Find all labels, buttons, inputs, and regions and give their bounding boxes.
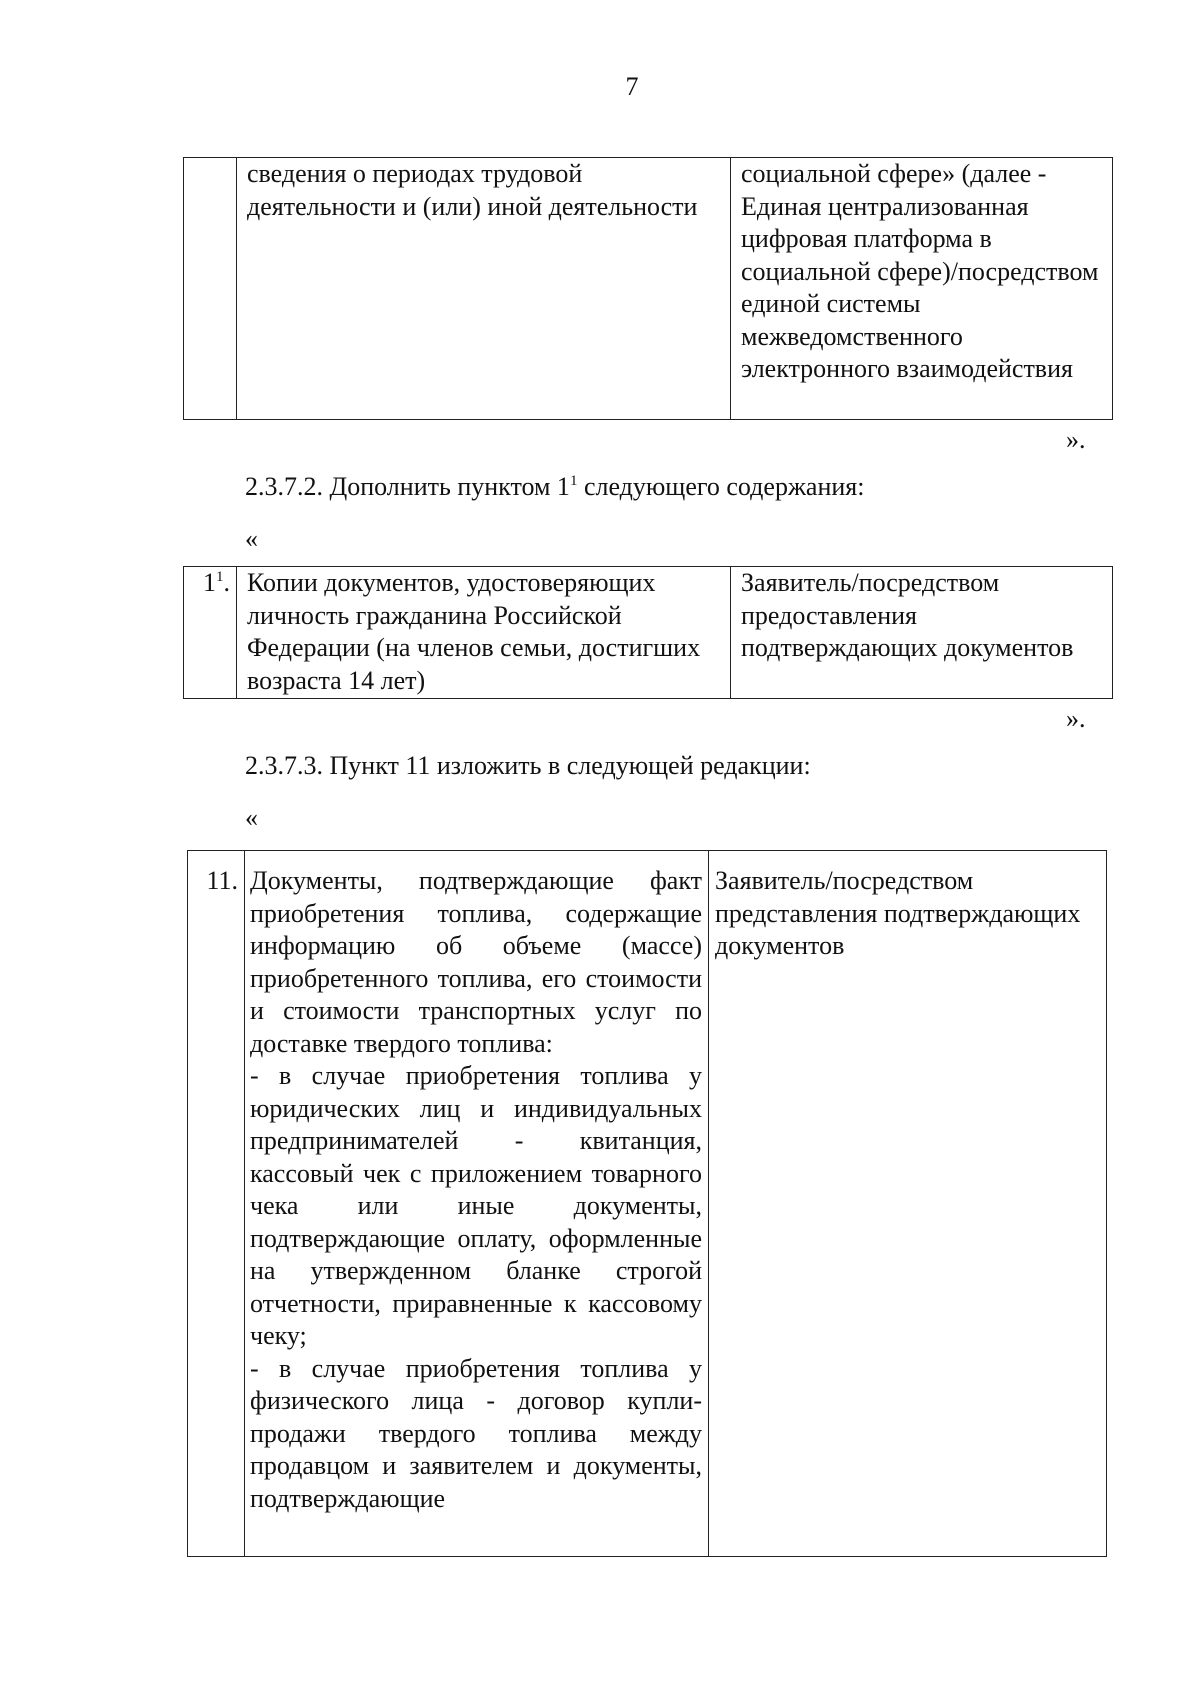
table-continuation bbox=[183, 157, 1113, 420]
closing-quote: ». bbox=[1066, 704, 1086, 733]
document-name-cell: сведения о периодах трудовой деятельности и (или) иной деятельности bbox=[237, 158, 731, 420]
opening-quote: « bbox=[245, 803, 258, 832]
heading-text-suffix: следующего содержания: bbox=[577, 472, 865, 501]
table-row bbox=[184, 158, 1113, 420]
source-cell: Заявитель/посредством предоставления подтверждающих документов bbox=[731, 567, 1113, 699]
table-item-1-1 bbox=[183, 566, 1113, 699]
source-cell: Заявитель/посредством представления подтверждающих документов bbox=[709, 851, 1107, 1557]
heading-text: 2.3.7.2. Дополнить пунктом 1 bbox=[245, 472, 570, 501]
row-number-cell bbox=[184, 158, 237, 420]
paragraph: - в случае приобретения топлива у физического лица - договор купли-продажи твердого топлива между продавцом и заявителем и документы, подтверждающие bbox=[250, 1353, 702, 1513]
row-number-cell: 11. bbox=[188, 851, 245, 1557]
section-heading-2-3-7-3: 2.3.7.3. Пункт 11 изложить в следующей редакции: bbox=[245, 751, 811, 780]
closing-quote: ». bbox=[1066, 425, 1086, 454]
table-item-11 bbox=[187, 850, 1107, 1557]
paragraph: - в случае приобретения топлива у юридических лиц и индивидуальных предпринимателей - квитанция, кассовый чек с приложением товарного чека или иные документы, подтверждающие оплату, оформленные на утвержденном бланке строгой отчетности, приравненные к кассовому чеку; bbox=[250, 1061, 702, 1350]
table-row bbox=[188, 851, 1107, 1557]
row-number-cell: $1^1$. bbox=[184, 567, 237, 699]
opening-quote: « bbox=[245, 524, 258, 553]
paragraph: Документы, подтверждающие факт приобретения топлива, содержащие информацию об объеме (массе) приобретенного топлива, его стоимости и стоимости транспортных услуг по доставке твердого топлива: bbox=[250, 866, 702, 1058]
source-cell: социальной сфере» (далее - Единая централизованная цифровая платформа в социальной сфере)/посредством единой системы межведомственного электронного взаимодействия bbox=[731, 158, 1113, 420]
document-name-cell bbox=[245, 851, 709, 1557]
table-row bbox=[184, 567, 1113, 699]
document-name-cell: Копии документов, удостоверяющих личность гражданина Российской Федерации (на членов семьи, достигших возраста 14 лет) bbox=[237, 567, 731, 699]
page-number: 7 bbox=[625, 72, 639, 101]
heading-superscript: 1 bbox=[569, 473, 578, 489]
section-heading-2-3-7-2 bbox=[245, 471, 864, 503]
